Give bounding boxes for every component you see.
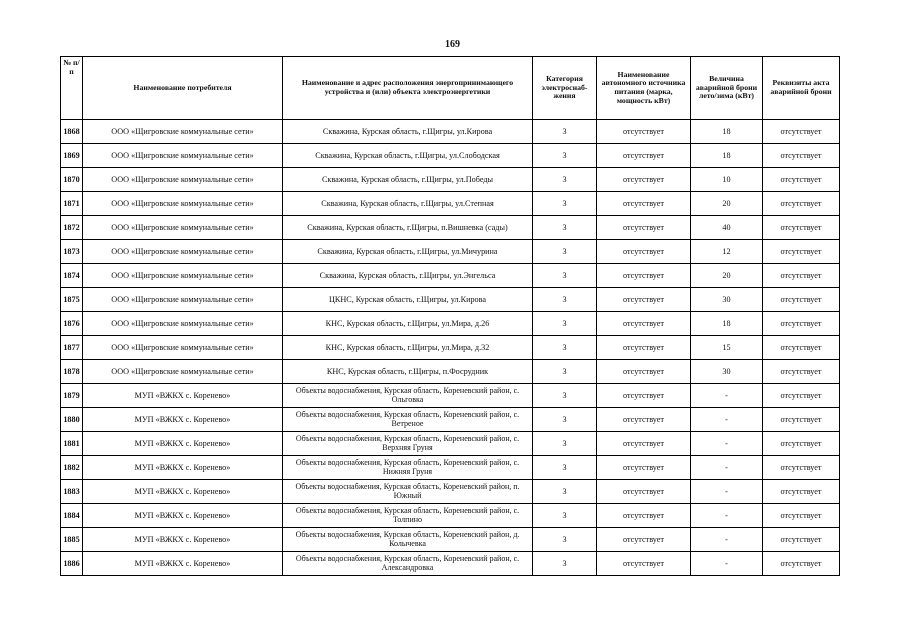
object-address-cell: Скважина, Курская область, г.Щигры, ул.Энгельса: [283, 264, 533, 288]
supply-category-cell: 3: [533, 408, 597, 432]
row-number-cell: 1876: [61, 312, 83, 336]
table-row: [61, 456, 840, 480]
table-row: [61, 240, 840, 264]
emergency-reserve-cell: 20: [691, 264, 763, 288]
autonomous-source-cell: отсутствует: [597, 168, 691, 192]
reserve-act-cell: отсутствует: [763, 528, 840, 552]
table-row: [61, 192, 840, 216]
autonomous-source-cell: отсутствует: [597, 360, 691, 384]
emergency-reserve-cell: 30: [691, 360, 763, 384]
supply-category-cell: 3: [533, 432, 597, 456]
emergency-reserve-cell: 12: [691, 240, 763, 264]
table-row: [61, 528, 840, 552]
object-address-cell: Скважина, Курская область, г.Щигры, ул.Кирова: [283, 120, 533, 144]
consumer-name-cell: ООО «Щигровские коммунальные сети»: [83, 240, 283, 264]
row-number-cell: 1879: [61, 384, 83, 408]
supply-category-cell: 3: [533, 312, 597, 336]
emergency-reserve-cell: 18: [691, 144, 763, 168]
supply-category-cell: 3: [533, 528, 597, 552]
object-address-cell: КНС, Курская область, г.Щигры, ул.Мира, д.26: [283, 312, 533, 336]
object-address-cell: Объекты водоснабжения, Курская область, Кореневский район, д. Колычевка: [283, 528, 533, 552]
object-address-cell: КНС, Курская область, г.Щигры, ул.Мира, д.32: [283, 336, 533, 360]
consumer-name-cell: ООО «Щигровские коммунальные сети»: [83, 312, 283, 336]
object-address-cell: Скважина, Курская область, г.Щигры, ул.Степная: [283, 192, 533, 216]
header-act: Реквизиты акта аварийной брони: [763, 57, 840, 120]
autonomous-source-cell: отсутствует: [597, 120, 691, 144]
row-number-cell: 1886: [61, 552, 83, 576]
table-row: [61, 120, 840, 144]
consumer-name-cell: ООО «Щигровские коммунальные сети»: [83, 192, 283, 216]
supply-category-cell: 3: [533, 288, 597, 312]
reserve-act-cell: отсутствует: [763, 264, 840, 288]
row-number-cell: 1870: [61, 168, 83, 192]
row-number-cell: 1881: [61, 432, 83, 456]
consumer-name-cell: МУП «ВЖКХ с. Коренево»: [83, 480, 283, 504]
row-number-cell: 1885: [61, 528, 83, 552]
consumer-name-cell: МУП «ВЖКХ с. Коренево»: [83, 504, 283, 528]
reserve-act-cell: отсутствует: [763, 144, 840, 168]
reserve-act-cell: отсутствует: [763, 480, 840, 504]
autonomous-source-cell: отсутствует: [597, 384, 691, 408]
reserve-act-cell: отсутствует: [763, 336, 840, 360]
emergency-reserve-cell: -: [691, 384, 763, 408]
table-row: [61, 504, 840, 528]
table-row: [61, 288, 840, 312]
autonomous-source-cell: отсутствует: [597, 432, 691, 456]
consumer-name-cell: ООО «Щигровские коммунальные сети»: [83, 360, 283, 384]
emergency-reserve-cell: 18: [691, 312, 763, 336]
autonomous-source-cell: отсутствует: [597, 552, 691, 576]
header-row: [61, 57, 840, 120]
table-row: [61, 336, 840, 360]
object-address-cell: Объекты водоснабжения, Курская область, Кореневский район, с. Толпино: [283, 504, 533, 528]
row-number-cell: 1880: [61, 408, 83, 432]
emergency-reserve-cell: -: [691, 528, 763, 552]
object-address-cell: Объекты водоснабжения, Курская область, Кореневский район, с. Нижняя Груня: [283, 456, 533, 480]
supply-category-cell: 3: [533, 192, 597, 216]
reserve-act-cell: отсутствует: [763, 216, 840, 240]
object-address-cell: Объекты водоснабжения, Курская область, Кореневский район, с. Александровка: [283, 552, 533, 576]
object-address-cell: КНС, Курская область, г.Щигры, п.Фосрудник: [283, 360, 533, 384]
row-number-cell: 1883: [61, 480, 83, 504]
consumer-name-cell: МУП «ВЖКХ с. Коренево»: [83, 432, 283, 456]
emergency-reserve-cell: -: [691, 456, 763, 480]
table-row: [61, 168, 840, 192]
emergency-reserve-cell: 18: [691, 120, 763, 144]
row-number-cell: 1884: [61, 504, 83, 528]
table-row: [61, 264, 840, 288]
autonomous-source-cell: отсутствует: [597, 408, 691, 432]
reserve-table: [60, 56, 840, 576]
table-row: [61, 408, 840, 432]
autonomous-source-cell: отсутствует: [597, 456, 691, 480]
emergency-reserve-cell: 10: [691, 168, 763, 192]
header-consumer: Наименование потребителя: [83, 57, 283, 120]
consumer-name-cell: МУП «ВЖКХ с. Коренево»: [83, 456, 283, 480]
autonomous-source-cell: отсутствует: [597, 336, 691, 360]
emergency-reserve-cell: 30: [691, 288, 763, 312]
consumer-name-cell: МУП «ВЖКХ с. Коренево»: [83, 552, 283, 576]
reserve-act-cell: отсутствует: [763, 240, 840, 264]
autonomous-source-cell: отсутствует: [597, 504, 691, 528]
object-address-cell: Объекты водоснабжения, Курская область, Кореневский район, п. Южный: [283, 480, 533, 504]
object-address-cell: Скважина, Курская область, г.Щигры, ул.Мичурина: [283, 240, 533, 264]
row-number-cell: 1874: [61, 264, 83, 288]
object-address-cell: Скважина, Курская область, г.Щигры, ул.Слободская: [283, 144, 533, 168]
supply-category-cell: 3: [533, 384, 597, 408]
autonomous-source-cell: отсутствует: [597, 528, 691, 552]
autonomous-source-cell: отсутствует: [597, 192, 691, 216]
emergency-reserve-cell: -: [691, 480, 763, 504]
table-row: [61, 144, 840, 168]
consumer-name-cell: ООО «Щигровские коммунальные сети»: [83, 216, 283, 240]
autonomous-source-cell: отсутствует: [597, 240, 691, 264]
object-address-cell: ЦКНС, Курская область, г.Щигры, ул.Кирова: [283, 288, 533, 312]
emergency-reserve-cell: -: [691, 552, 763, 576]
consumer-name-cell: ООО «Щигровские коммунальные сети»: [83, 288, 283, 312]
object-address-cell: Скважина, Курская область, г.Щигры, ул.Победы: [283, 168, 533, 192]
reserve-act-cell: отсутствует: [763, 360, 840, 384]
autonomous-source-cell: отсутствует: [597, 216, 691, 240]
consumer-name-cell: ООО «Щигровские коммунальные сети»: [83, 120, 283, 144]
autonomous-source-cell: отсутствует: [597, 144, 691, 168]
consumer-name-cell: МУП «ВЖКХ с. Коренево»: [83, 528, 283, 552]
row-number-cell: 1878: [61, 360, 83, 384]
reserve-act-cell: отсутствует: [763, 168, 840, 192]
autonomous-source-cell: отсутствует: [597, 480, 691, 504]
supply-category-cell: 3: [533, 552, 597, 576]
table-row: [61, 360, 840, 384]
table-row: [61, 552, 840, 576]
reserve-act-cell: отсутствует: [763, 288, 840, 312]
supply-category-cell: 3: [533, 144, 597, 168]
table-row: [61, 384, 840, 408]
supply-category-cell: 3: [533, 264, 597, 288]
emergency-reserve-cell: -: [691, 504, 763, 528]
table-body: [61, 120, 840, 576]
header-object: Наименование и адрес расположения энергопринимающего устройства и (или) объекта электроэнергетики: [283, 57, 533, 120]
consumer-name-cell: ООО «Щигровские коммунальные сети»: [83, 168, 283, 192]
page-number: 169: [445, 39, 460, 50]
reserve-act-cell: отсутствует: [763, 408, 840, 432]
header-reserve: Величина аварийной брони лето/зима (кВт): [691, 57, 763, 120]
supply-category-cell: 3: [533, 480, 597, 504]
object-address-cell: Скважина, Курская область, г.Щигры, п.Вишневка (сады): [283, 216, 533, 240]
header-source: Наименование автономного источника питания (марка, мощность кВт): [597, 57, 691, 120]
object-address-cell: Объекты водоснабжения, Курская область, Кореневский район, с. Верхняя Груня: [283, 432, 533, 456]
autonomous-source-cell: отсутствует: [597, 312, 691, 336]
table-row: [61, 216, 840, 240]
row-number-cell: 1872: [61, 216, 83, 240]
object-address-cell: Объекты водоснабжения, Курская область, Кореневский район, с. Ветреное: [283, 408, 533, 432]
reserve-act-cell: отсутствует: [763, 192, 840, 216]
row-number-cell: 1875: [61, 288, 83, 312]
row-number-cell: 1873: [61, 240, 83, 264]
supply-category-cell: 3: [533, 240, 597, 264]
autonomous-source-cell: отсутствует: [597, 288, 691, 312]
supply-category-cell: 3: [533, 216, 597, 240]
row-number-cell: 1877: [61, 336, 83, 360]
emergency-reserve-cell: 15: [691, 336, 763, 360]
row-number-cell: 1882: [61, 456, 83, 480]
consumer-name-cell: ООО «Щигровские коммунальные сети»: [83, 336, 283, 360]
autonomous-source-cell: отсутствует: [597, 264, 691, 288]
table-row: [61, 432, 840, 456]
supply-category-cell: 3: [533, 120, 597, 144]
object-address-cell: Объекты водоснабжения, Курская область, Кореневский район, с. Ольговка: [283, 384, 533, 408]
consumer-name-cell: МУП «ВЖКХ с. Коренево»: [83, 408, 283, 432]
emergency-reserve-cell: -: [691, 432, 763, 456]
supply-category-cell: 3: [533, 360, 597, 384]
consumer-name-cell: ООО «Щигровские коммунальные сети»: [83, 264, 283, 288]
reserve-act-cell: отсутствует: [763, 504, 840, 528]
supply-category-cell: 3: [533, 504, 597, 528]
header-category: Категория электроснаб-жения: [533, 57, 597, 120]
emergency-reserve-cell: 40: [691, 216, 763, 240]
header-num: № п/п: [61, 57, 83, 120]
table-row: [61, 312, 840, 336]
supply-category-cell: 3: [533, 336, 597, 360]
consumer-name-cell: МУП «ВЖКХ с. Коренево»: [83, 384, 283, 408]
row-number-cell: 1869: [61, 144, 83, 168]
emergency-reserve-cell: -: [691, 408, 763, 432]
reserve-act-cell: отсутствует: [763, 552, 840, 576]
supply-category-cell: 3: [533, 168, 597, 192]
reserve-act-cell: отсутствует: [763, 432, 840, 456]
consumer-name-cell: ООО «Щигровские коммунальные сети»: [83, 144, 283, 168]
reserve-act-cell: отсутствует: [763, 384, 840, 408]
row-number-cell: 1868: [61, 120, 83, 144]
row-number-cell: 1871: [61, 192, 83, 216]
reserve-act-cell: отсутствует: [763, 456, 840, 480]
reserve-act-cell: отсутствует: [763, 312, 840, 336]
emergency-reserve-cell: 20: [691, 192, 763, 216]
reserve-act-cell: отсутствует: [763, 120, 840, 144]
table-row: [61, 480, 840, 504]
supply-category-cell: 3: [533, 456, 597, 480]
